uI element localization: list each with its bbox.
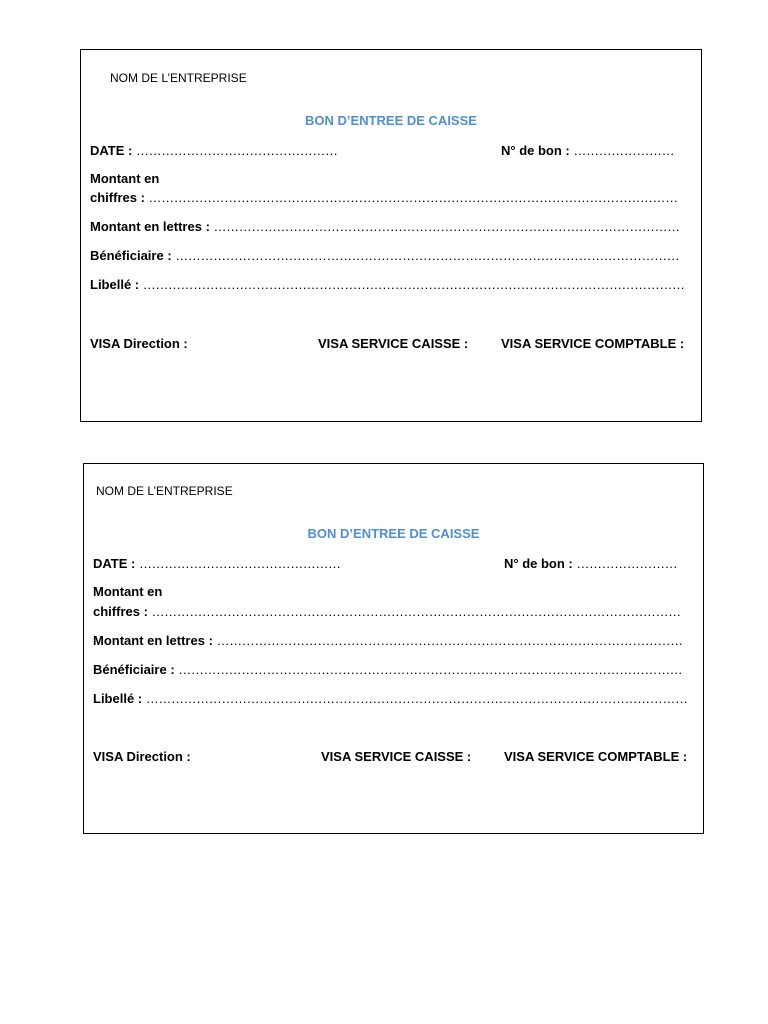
visa-cash-service-label: VISA SERVICE CAISSE : bbox=[318, 336, 469, 351]
description-dots: ………………………………………………………………………………………………………………… bbox=[145, 691, 688, 706]
company-name: NOM DE L’ENTREPRISE bbox=[110, 71, 247, 85]
voucher-number-dots: …………………… bbox=[573, 143, 675, 158]
amount-words-dots: ………………………………………………………………………………………………… bbox=[213, 219, 680, 234]
voucher-title: BON D’ENTREE DE CAISSE bbox=[305, 113, 477, 128]
date-label: DATE : bbox=[90, 143, 133, 158]
description-label: Libellé : bbox=[93, 691, 143, 706]
voucher-number-label: N° de bon : bbox=[501, 143, 570, 158]
date-dots: ………………………………………… bbox=[136, 143, 338, 158]
amount-words-dots: ………………………………………………………………………………………………… bbox=[216, 633, 683, 648]
visa-direction-label: VISA Direction : bbox=[93, 749, 191, 764]
beneficiary-dots: ………………………………………………………………………………………………………… bbox=[178, 662, 683, 677]
beneficiary-label: Bénéficiaire : bbox=[93, 662, 175, 677]
amount-figures-label-line1: Montant en bbox=[93, 584, 163, 599]
description-dots: ………………………………………………………………………………………………………………… bbox=[142, 277, 685, 292]
date-field[interactable] bbox=[90, 143, 338, 159]
beneficiary-dots: ………………………………………………………………………………………………………… bbox=[175, 248, 680, 263]
voucher-number-label: N° de bon : bbox=[504, 556, 573, 571]
date-dots: ………………………………………… bbox=[139, 556, 341, 571]
amount-figures-field[interactable] bbox=[90, 190, 678, 206]
description-label: Libellé : bbox=[90, 277, 140, 292]
amount-figures-label: chiffres : bbox=[93, 604, 148, 619]
amount-figures-field[interactable] bbox=[93, 604, 681, 620]
visa-accounting-service-label: VISA SERVICE COMPTABLE : bbox=[501, 336, 685, 351]
date-field[interactable] bbox=[93, 556, 341, 572]
amount-figures-dots: ……………………………………………………………………………………………………………… bbox=[151, 604, 681, 619]
beneficiary-field[interactable] bbox=[93, 662, 682, 678]
beneficiary-field[interactable] bbox=[90, 248, 679, 264]
amount-figures-dots: ……………………………………………………………………………………………………………… bbox=[148, 190, 678, 205]
amount-words-field[interactable] bbox=[93, 633, 683, 649]
voucher-number-field[interactable] bbox=[501, 143, 674, 159]
voucher-number-field[interactable] bbox=[504, 556, 677, 572]
description-field[interactable] bbox=[90, 277, 685, 293]
cash-receipt-voucher bbox=[80, 49, 702, 422]
beneficiary-label: Bénéficiaire : bbox=[90, 248, 172, 263]
visa-direction-label: VISA Direction : bbox=[90, 336, 188, 351]
company-name: NOM DE L’ENTREPRISE bbox=[96, 484, 233, 498]
amount-figures-label-line1: Montant en bbox=[90, 171, 160, 186]
voucher-title: BON D’ENTREE DE CAISSE bbox=[307, 526, 480, 541]
visa-accounting-service-label: VISA SERVICE COMPTABLE : bbox=[504, 749, 688, 764]
voucher-number-dots: …………………… bbox=[576, 556, 678, 571]
date-label: DATE : bbox=[93, 556, 136, 571]
amount-words-label: Montant en lettres : bbox=[90, 219, 210, 234]
amount-words-field[interactable] bbox=[90, 219, 680, 235]
amount-words-label: Montant en lettres : bbox=[93, 633, 213, 648]
cash-receipt-voucher bbox=[83, 463, 704, 834]
visa-cash-service-label: VISA SERVICE CAISSE : bbox=[321, 749, 472, 764]
amount-figures-label: chiffres : bbox=[90, 190, 145, 205]
description-field[interactable] bbox=[93, 691, 688, 707]
